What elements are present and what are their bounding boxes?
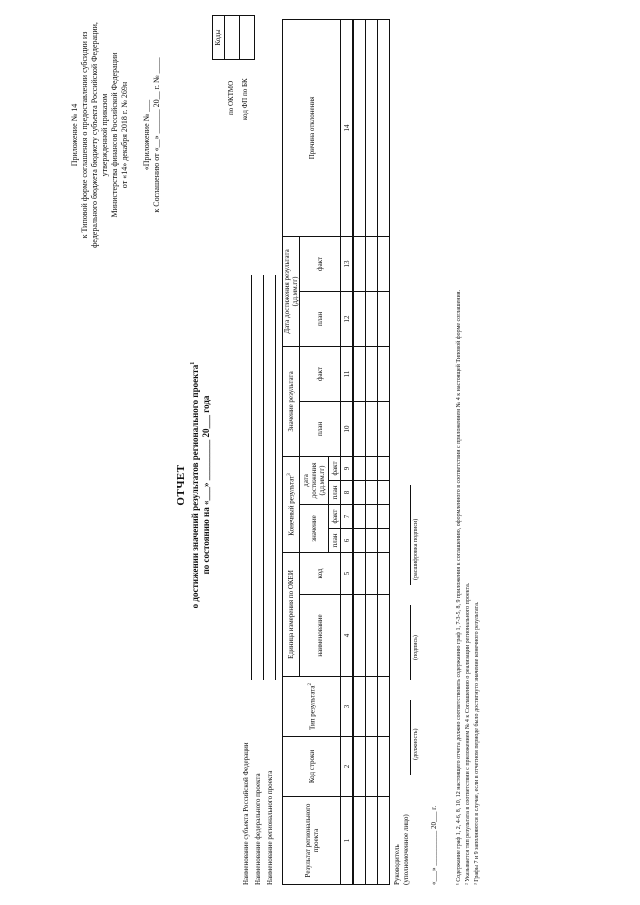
col-code-header: Код строки [283, 737, 341, 797]
appendix-line: к Типовой форме соглашения о предоставлении субсидии из [80, 31, 89, 239]
authorized-label: (уполномоченное лицо) [402, 814, 410, 885]
decode-line[interactable] [410, 485, 411, 585]
col-type-label: Тип результата [308, 685, 317, 731]
table-cell[interactable] [378, 797, 390, 885]
table-cell[interactable] [378, 481, 390, 505]
table-cell[interactable] [366, 505, 378, 529]
table-cell[interactable] [378, 553, 390, 595]
table-cell[interactable] [366, 456, 378, 480]
table-cell[interactable] [366, 346, 378, 401]
col-type-header [283, 677, 341, 737]
appendix-line: утвержденной приказом [100, 93, 109, 177]
col-number: 10 [341, 401, 354, 456]
col-final-date-plan: план [329, 481, 341, 505]
title-main: ОТЧЕТ [175, 464, 187, 506]
oktmo-code-cell[interactable] [224, 15, 240, 60]
appendix-number: Приложение № 14 [70, 103, 79, 167]
oktmo-label: по ОКТМО [227, 80, 235, 115]
signature-date: «___» __________ 20___ г. [430, 805, 438, 885]
appendix-block [70, 20, 162, 250]
footnote-mark: 1 [190, 361, 196, 365]
fp-code-cell[interactable] [240, 15, 255, 60]
footnote-mark: 2 [307, 682, 313, 686]
footnote-mark: 3 [287, 473, 293, 476]
footnote-1: ¹ Содержание граф 1, 2, 4-6, 8, 10, 12 настоящего отчета должно соответствовать содержанию граф 1, 7-3-5, 8, 9 приложения к соглашению, оформленного в соответствии с приложением № 4 к настоящей Типовой форме соглашения. [456, 290, 462, 885]
table-cell[interactable] [366, 553, 378, 595]
table-cell[interactable] [366, 737, 378, 797]
codes-box [212, 15, 255, 60]
table-cell[interactable] [353, 236, 366, 291]
table-cell[interactable] [353, 595, 366, 677]
col-final-value-plan: план [329, 529, 341, 553]
col-number: 8 [341, 481, 354, 505]
decode-caption: (расшифровка подписи) [413, 518, 419, 580]
col-unit-header: Единица измерения по ОКЕИ [283, 553, 300, 677]
table-cell[interactable] [366, 677, 378, 737]
table-cell[interactable] [353, 401, 366, 456]
table-cell[interactable] [353, 529, 366, 553]
appendix-line: Министерства финансов Российской Федерации [110, 52, 119, 218]
table-cell[interactable] [378, 291, 390, 346]
table-cell[interactable] [366, 797, 378, 885]
footnote-3: ³ Графы 7 и 9 заполняются в случае, если в отчетном периоде было достигнуто значение конечного результата. [474, 601, 480, 885]
col-number: 13 [341, 236, 354, 291]
col-number: 5 [341, 553, 354, 595]
title-date: по состоянию на «___» _________ 20___ года [201, 395, 211, 575]
col-number: 4 [341, 595, 354, 677]
table-cell[interactable] [353, 677, 366, 737]
table-cell[interactable] [353, 505, 366, 529]
col-result-header: Результат регионального проекта [283, 797, 341, 885]
table-cell[interactable] [366, 291, 378, 346]
table-cell[interactable] [378, 677, 390, 737]
results-table [282, 19, 390, 885]
col-number: 11 [341, 346, 354, 401]
table-row [378, 19, 390, 884]
col-date-fact: факт [300, 236, 341, 291]
col-unit-code: код [300, 553, 341, 595]
col-reason-header: Причина отклонения [283, 19, 341, 236]
appendix-line: федерального бюджета бюджету субъекта Российской Федерации, [90, 22, 99, 248]
codes-header: Коды [212, 15, 224, 60]
table-cell[interactable] [366, 481, 378, 505]
table-cell[interactable] [366, 19, 378, 236]
col-number: 14 [341, 19, 354, 236]
table-row [366, 19, 378, 884]
regional-field-line[interactable] [275, 275, 276, 680]
col-number: 2 [341, 737, 354, 797]
appendix-line: от «14» декабря 2018 г. № 269н [120, 81, 129, 189]
table-cell[interactable] [366, 236, 378, 291]
table-cell[interactable] [353, 456, 366, 480]
position-caption: (должность) [413, 728, 419, 760]
fp-label: код ФП по БК [241, 78, 249, 120]
col-value-plan: план [300, 401, 341, 456]
federal-field-line[interactable] [263, 275, 264, 680]
col-date-header: Дата достижения результата (дд.мм.гг) [283, 236, 300, 346]
table-cell[interactable] [378, 529, 390, 553]
col-value-fact: факт [300, 346, 341, 401]
subject-field-line[interactable] [251, 275, 252, 680]
col-final-date-fact: факт [329, 456, 341, 480]
table-cell[interactable] [353, 291, 366, 346]
table-cell[interactable] [378, 595, 390, 677]
subject-label: Наименование субъекта Российской Федерации [242, 742, 250, 885]
signature-line[interactable] [410, 605, 411, 680]
federal-project-label: Наименование федерального проекта [254, 773, 262, 885]
position-line[interactable] [410, 700, 411, 775]
col-final-value: значение [300, 505, 329, 553]
col-number: 6 [341, 529, 354, 553]
head-label: Руководитель [393, 844, 401, 885]
table-cell[interactable] [378, 346, 390, 401]
col-date-plan: план [300, 291, 341, 346]
table-cell[interactable] [353, 797, 366, 885]
col-number: 1 [341, 797, 354, 885]
col-value-header: Значение результата [283, 346, 300, 456]
col-number: 12 [341, 291, 354, 346]
sign-caption: (подпись) [413, 635, 419, 660]
table-cell[interactable] [366, 529, 378, 553]
report-title [175, 285, 212, 685]
footnotes [455, 290, 482, 885]
table-cell[interactable] [378, 737, 390, 797]
col-unit-name: наименование [300, 595, 341, 677]
title-subtitle: о достижении значений результатов регионального проекта [190, 364, 200, 609]
table-cell[interactable] [353, 481, 366, 505]
table-cell[interactable] [378, 456, 390, 480]
table-cell[interactable] [353, 553, 366, 595]
footnote-2: ² Указывается тип результата в соответствии с приложением № 4 к Соглашению о реализации регионального проекта. [465, 582, 471, 885]
table-cell[interactable] [366, 595, 378, 677]
table-cell[interactable] [353, 19, 366, 236]
table-cell[interactable] [378, 505, 390, 529]
agreement-reference: к Соглашению от «__» ______ 20__ г. № ____ [152, 57, 161, 213]
col-number: 3 [341, 677, 354, 737]
table-cell[interactable] [378, 401, 390, 456]
col-number: 7 [341, 505, 354, 529]
col-final-value-fact: факт [329, 505, 341, 529]
col-final-date: дата достижения (дд.мм.гг) [300, 456, 329, 504]
regional-project-label: Наименование регионального проекта [266, 770, 274, 885]
table-cell[interactable] [353, 737, 366, 797]
table-cell[interactable] [353, 346, 366, 401]
col-final-header [283, 456, 300, 552]
col-number: 9 [341, 456, 354, 480]
table-row [353, 19, 366, 884]
table-cell[interactable] [378, 19, 390, 236]
col-final-label: Конечный результат [287, 475, 296, 536]
attachment-number: «Приложение № ___ [142, 99, 151, 171]
table-cell[interactable] [366, 401, 378, 456]
table-cell[interactable] [378, 236, 390, 291]
